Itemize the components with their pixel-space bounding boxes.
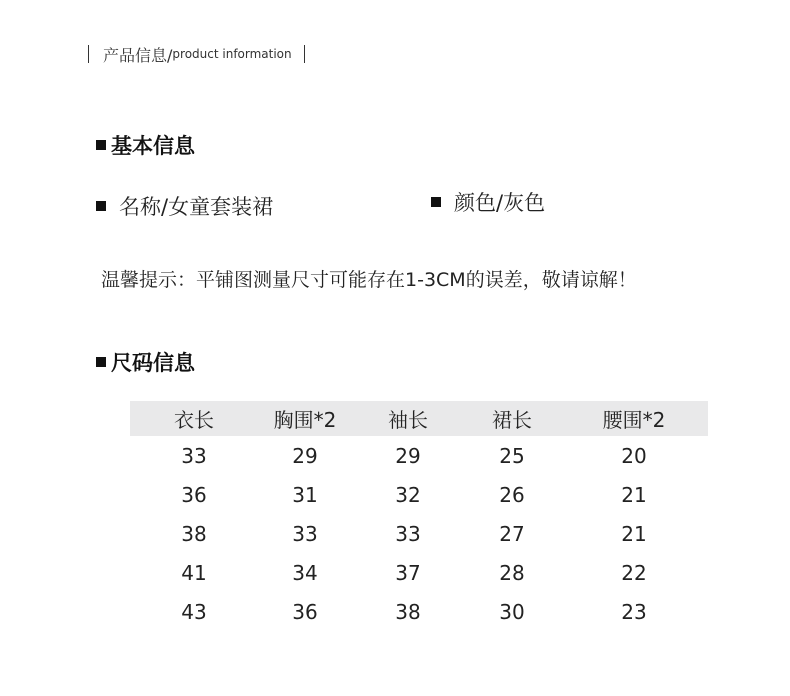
header-subtitle: product information <box>172 47 292 61</box>
size-table <box>130 401 708 631</box>
table-row <box>130 592 708 631</box>
table-cell: 20 <box>621 443 647 468</box>
table-cell: 23 <box>621 599 647 624</box>
measurement-notice: 温馨提示：平铺图测量尺寸可能存在1-3CM的误差，敬请谅解！ <box>101 269 637 291</box>
column-header-length: 衣长 <box>174 408 214 432</box>
column-header-skirt-length: 裙长 <box>492 408 532 432</box>
table-row <box>130 553 708 592</box>
table-cell: 29 <box>292 443 318 468</box>
table-cell: 25 <box>499 443 525 468</box>
table-cell: 21 <box>621 521 647 546</box>
table-cell: 28 <box>499 560 525 585</box>
table-cell: 34 <box>292 560 318 585</box>
table-cell: 33 <box>292 521 318 546</box>
table-cell: 38 <box>181 521 207 546</box>
size-info-title <box>96 347 195 377</box>
table-row <box>130 436 708 475</box>
product-name-text: 名称/女童套装裙 <box>119 195 274 219</box>
table-cell: 31 <box>292 482 318 507</box>
product-name-item <box>96 191 273 221</box>
square-bullet-icon <box>96 201 106 211</box>
table-cell: 38 <box>395 599 421 624</box>
table-cell: 32 <box>395 482 421 507</box>
table-cell: 33 <box>181 443 207 468</box>
table-cell: 21 <box>621 482 647 507</box>
header-left-divider <box>88 45 89 63</box>
table-cell: 27 <box>499 521 525 546</box>
product-info-header <box>88 42 305 66</box>
square-bullet-icon <box>431 197 441 207</box>
table-cell: 37 <box>395 560 421 585</box>
table-cell: 43 <box>181 599 207 624</box>
header-right-divider <box>304 45 305 63</box>
table-cell: 33 <box>395 521 421 546</box>
table-cell: 41 <box>181 560 207 585</box>
table-cell: 26 <box>499 482 525 507</box>
header-title: 产品信息/ <box>103 45 173 65</box>
basic-info-title <box>96 130 195 160</box>
square-bullet-icon <box>96 357 106 367</box>
table-row <box>130 514 708 553</box>
table-cell: 22 <box>621 560 647 585</box>
column-header-sleeve: 袖长 <box>388 408 428 432</box>
table-row <box>130 475 708 514</box>
size-info-title-text: 尺码信息 <box>111 351 195 375</box>
size-table-header <box>130 401 708 436</box>
table-cell: 30 <box>499 599 525 624</box>
column-header-chest: 胸围*2 <box>273 408 337 432</box>
product-color-item <box>431 187 545 217</box>
basic-info-title-text: 基本信息 <box>111 134 195 158</box>
square-bullet-icon <box>96 140 106 150</box>
product-color-text: 颜色/灰色 <box>454 191 546 215</box>
table-cell: 36 <box>181 482 207 507</box>
column-header-waist: 腰围*2 <box>602 408 666 432</box>
table-cell: 36 <box>292 599 318 624</box>
table-cell: 29 <box>395 443 421 468</box>
